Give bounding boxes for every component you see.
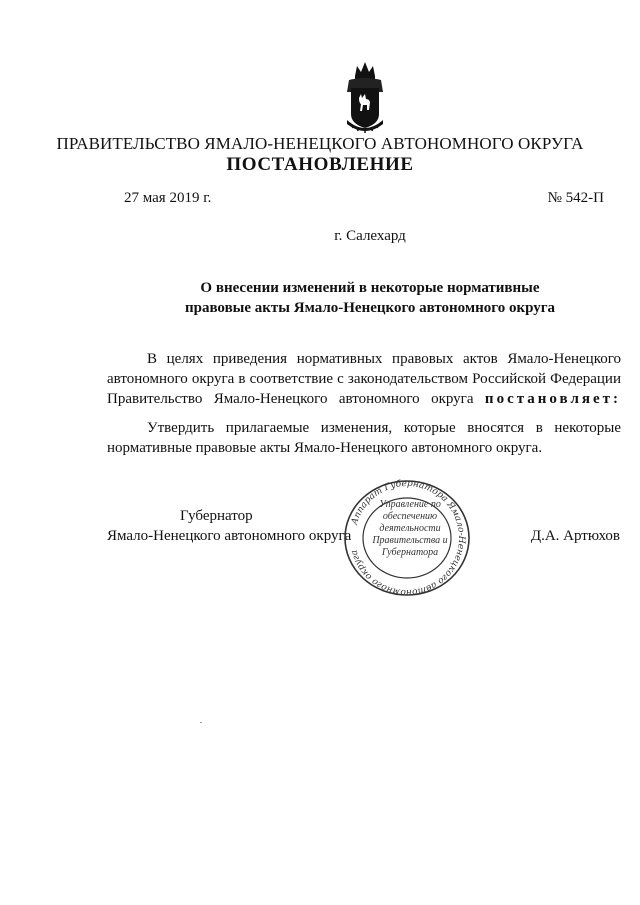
document-city: г. Салехард (334, 228, 406, 244)
signer-region: Ямало-Ненецкого автономного округа (107, 528, 352, 544)
signer-name: Д.А. Артюхов (530, 528, 620, 544)
signer-title: Губернатор (180, 508, 253, 524)
paragraph-1-line-3 (107, 389, 621, 409)
subject-line-2: правовые акты Ямало-Ненецкого автономного округа (184, 300, 556, 316)
subject-line-1: О внесении изменений в некоторые нормативные (200, 280, 540, 296)
document-type: ПОСТАНОВЛЕНИЕ (226, 154, 414, 175)
document-date: 27 мая 2019 г. (124, 190, 212, 206)
paragraph-1-line-3-text: Правительство Ямало-Ненецкого автономного округа (107, 391, 474, 407)
coat-of-arms-emblem (339, 58, 391, 138)
document-number: № 542-П (547, 190, 604, 206)
resolve-keyword: постановляет: (484, 391, 621, 407)
paragraph-2-line-1: Утвердить прилагаемые изменения, которые вносятся в некоторые (147, 420, 621, 436)
paragraph-2-line-2: нормативные правовые акты Ямало-Ненецкого автономного округа. (107, 440, 543, 456)
paragraph-1-line-1: В целях приведения нормативных правовых актов Ямало-Ненецкого (147, 351, 621, 367)
body-paragraph-2 (107, 418, 621, 458)
document-subject (0, 278, 640, 318)
seal-center-text: Управление по обеспечению деятельности Правительства и Губернатора (372, 499, 448, 558)
body-paragraph-1 (107, 349, 621, 409)
government-title: ПРАВИТЕЛЬСТВО ЯМАЛО-НЕНЕЦКОГО АВТОНОМНОГО ОКРУГА (56, 134, 584, 153)
seal-ring-text: Аппарат Губернатора Ямало-Ненецкого автономного округа (349, 478, 467, 598)
paragraph-1-line-2: автономного округа в соответствие с законодательством Российской Федерации (107, 371, 621, 387)
scan-speck (200, 722, 202, 723)
